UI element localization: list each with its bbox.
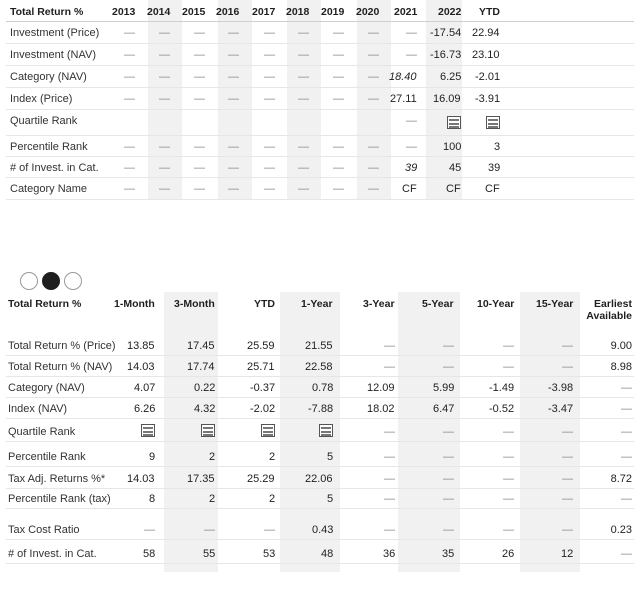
table-cell: 2020 bbox=[356, 6, 380, 18]
table-row bbox=[6, 157, 634, 178]
table-cell: — bbox=[124, 141, 135, 153]
table-cell: — bbox=[264, 524, 275, 536]
table-cell: — bbox=[443, 361, 454, 373]
table-row bbox=[6, 66, 634, 88]
table-cell: — bbox=[621, 382, 632, 394]
table-cell: — bbox=[124, 49, 135, 61]
table-cell: — bbox=[194, 49, 205, 61]
table-row bbox=[6, 334, 634, 356]
table-cell: 5-Year bbox=[422, 298, 454, 310]
row-label: Category (NAV) bbox=[10, 71, 87, 83]
table-cell: — bbox=[298, 27, 309, 39]
table-cell: — bbox=[333, 27, 344, 39]
row-label: Tax Adj. Returns %* bbox=[8, 473, 106, 485]
table-cell: — bbox=[443, 493, 454, 505]
table-cell: — bbox=[621, 403, 632, 415]
table-cell: 21.55 bbox=[305, 340, 333, 352]
row-label: Total Return % bbox=[8, 298, 82, 310]
row-label: Category Name bbox=[10, 183, 88, 195]
table-cell: — bbox=[159, 27, 170, 39]
table-cell: 8.98 bbox=[610, 361, 632, 373]
table-cell: 100 bbox=[443, 141, 462, 153]
table-cell: — bbox=[298, 49, 309, 61]
trailing-returns-table bbox=[6, 292, 634, 572]
table-cell: — bbox=[384, 451, 395, 463]
trailing-returns-header bbox=[8, 270, 86, 292]
table-cell: 0.78 bbox=[312, 382, 334, 394]
table-cell: — bbox=[228, 27, 239, 39]
table-cell: 2015 bbox=[182, 6, 206, 18]
table-cell: 25.71 bbox=[247, 361, 275, 373]
table-cell: — bbox=[621, 493, 632, 505]
quartile-rank-cell bbox=[141, 424, 155, 437]
quartile-rank-cell bbox=[486, 116, 500, 129]
table-cell: — bbox=[264, 162, 275, 174]
table-cell: — bbox=[562, 426, 573, 438]
table-cell: 12.09 bbox=[367, 382, 395, 394]
table-cell: 35 bbox=[442, 548, 455, 560]
quartile-rank-icon bbox=[261, 424, 275, 437]
table-cell: — bbox=[621, 426, 632, 438]
table-row bbox=[6, 467, 634, 489]
table-cell: 8.72 bbox=[610, 473, 632, 485]
table-cell: — bbox=[264, 93, 275, 105]
table-cell: -0.52 bbox=[489, 403, 515, 415]
table-cell: — bbox=[368, 183, 379, 195]
row-label: Total Return % (NAV) bbox=[8, 361, 113, 373]
header-line: Available bbox=[586, 310, 632, 322]
tab-day-end[interactable] bbox=[20, 272, 38, 290]
table-cell: — bbox=[333, 71, 344, 83]
table-cell: 3 bbox=[494, 141, 501, 153]
table-cell: — bbox=[228, 141, 239, 153]
quartile-rank-icon bbox=[447, 116, 461, 129]
table-row bbox=[6, 88, 634, 110]
table-cell: — bbox=[443, 426, 454, 438]
table-cell: 39 bbox=[488, 162, 501, 174]
row-label: Percentile Rank bbox=[10, 141, 88, 153]
table-cell: — bbox=[333, 141, 344, 153]
row-label: Index (NAV) bbox=[8, 403, 68, 415]
table-cell: -17.54 bbox=[430, 27, 462, 39]
table-cell: 2018 bbox=[286, 6, 310, 18]
row-label: Tax Cost Ratio bbox=[8, 524, 80, 536]
table-cell: YTD bbox=[254, 298, 275, 310]
table-cell: 1-Year bbox=[301, 298, 333, 310]
table-cell: 2021 bbox=[394, 6, 418, 18]
table-cell: -1.49 bbox=[489, 382, 515, 394]
quartile-rank-icon bbox=[141, 424, 155, 437]
table-cell: -2.01 bbox=[475, 71, 501, 83]
table-cell: 18.02 bbox=[367, 403, 395, 415]
table-cell: — bbox=[368, 141, 379, 153]
table-cell: — bbox=[144, 524, 155, 536]
table-cell: 17.45 bbox=[187, 340, 215, 352]
table-cell: 2017 bbox=[252, 6, 276, 18]
table-cell: 2016 bbox=[216, 6, 240, 18]
table-cell: — bbox=[562, 451, 573, 463]
table-cell: 22.94 bbox=[472, 27, 500, 39]
table-cell: 3-Month bbox=[174, 298, 215, 310]
table-cell: 2 bbox=[209, 451, 216, 463]
table-cell: 2 bbox=[209, 493, 216, 505]
table-cell: 58 bbox=[143, 548, 156, 560]
table-cell: — bbox=[194, 71, 205, 83]
table-cell: — bbox=[503, 426, 514, 438]
table-cell: — bbox=[384, 493, 395, 505]
table-cell: — bbox=[384, 426, 395, 438]
table-cell: — bbox=[503, 473, 514, 485]
table-header-row bbox=[6, 0, 634, 22]
table-cell: 22.58 bbox=[305, 361, 333, 373]
table-cell: — bbox=[621, 451, 632, 463]
table-cell: — bbox=[562, 473, 573, 485]
table-cell: 2022 bbox=[438, 6, 462, 18]
table-cell: 25.29 bbox=[247, 473, 275, 485]
table-cell: YTD bbox=[479, 6, 500, 18]
table-cell: — bbox=[204, 524, 215, 536]
table-row bbox=[6, 540, 634, 564]
table-cell: 4.32 bbox=[194, 403, 216, 415]
table-cell: — bbox=[406, 49, 417, 61]
quartile-rank-icon bbox=[486, 116, 500, 129]
table-cell: — bbox=[368, 27, 379, 39]
table-cell: — bbox=[333, 49, 344, 61]
table-cell: — bbox=[333, 93, 344, 105]
table-cell: -3.91 bbox=[475, 93, 501, 105]
table-cell: — bbox=[368, 49, 379, 61]
table-cell: -7.88 bbox=[308, 403, 334, 415]
quartile-rank-cell bbox=[261, 424, 275, 437]
table-cell: — bbox=[621, 548, 632, 560]
quartile-rank-icon bbox=[319, 424, 333, 437]
table-cell: — bbox=[503, 340, 514, 352]
table-cell: — bbox=[228, 183, 239, 195]
table-cell: -0.37 bbox=[250, 382, 276, 394]
table-cell: — bbox=[159, 49, 170, 61]
table-row bbox=[6, 419, 634, 442]
table-cell: — bbox=[333, 183, 344, 195]
table-cell: 22.06 bbox=[305, 473, 333, 485]
table-cell: — bbox=[562, 340, 573, 352]
table-cell: — bbox=[228, 49, 239, 61]
table-cell: 2019 bbox=[321, 6, 345, 18]
table-cell: — bbox=[406, 115, 417, 127]
annual-returns-table bbox=[6, 0, 634, 200]
table-cell: 5 bbox=[327, 451, 334, 463]
table-cell: — bbox=[194, 162, 205, 174]
table-cell: CF bbox=[446, 183, 461, 195]
table-cell: 6.25 bbox=[440, 71, 462, 83]
table-cell: — bbox=[159, 141, 170, 153]
row-label: Percentile Rank (tax) bbox=[8, 493, 111, 505]
row-label: # of Invest. in Cat. bbox=[10, 162, 99, 174]
row-label: Index (Price) bbox=[10, 93, 73, 105]
quartile-rank-cell bbox=[319, 424, 333, 437]
table-cell: 9 bbox=[149, 451, 156, 463]
table-cell: 15-Year bbox=[536, 298, 574, 310]
table-cell: — bbox=[124, 183, 135, 195]
table-cell: — bbox=[562, 524, 573, 536]
header-line: Earliest bbox=[594, 298, 632, 310]
table-cell: — bbox=[562, 493, 573, 505]
table-cell: — bbox=[368, 71, 379, 83]
table-cell: — bbox=[443, 340, 454, 352]
table-cell: — bbox=[264, 71, 275, 83]
table-cell: 53 bbox=[263, 548, 276, 560]
table-cell: — bbox=[264, 183, 275, 195]
table-cell: — bbox=[443, 524, 454, 536]
table-cell: 13.85 bbox=[127, 340, 155, 352]
row-label: Quartile Rank bbox=[10, 115, 78, 127]
table-cell: — bbox=[159, 162, 170, 174]
table-cell: 0.23 bbox=[610, 524, 632, 536]
table-cell: — bbox=[228, 93, 239, 105]
table-row bbox=[6, 398, 634, 419]
table-cell: — bbox=[124, 71, 135, 83]
table-cell: — bbox=[384, 361, 395, 373]
quartile-rank-cell bbox=[201, 424, 215, 437]
table-cell: — bbox=[384, 473, 395, 485]
table-cell: -2.02 bbox=[250, 403, 276, 415]
header-earliest-available bbox=[586, 298, 632, 322]
table-cell: 55 bbox=[203, 548, 216, 560]
table-cell: — bbox=[406, 27, 417, 39]
table-header-row bbox=[6, 292, 634, 334]
table-cell: 6.26 bbox=[134, 403, 156, 415]
table-cell: 17.35 bbox=[187, 473, 215, 485]
table-cell: — bbox=[443, 451, 454, 463]
row-label: Category (NAV) bbox=[8, 382, 85, 394]
table-cell: — bbox=[264, 27, 275, 39]
table-cell: — bbox=[298, 141, 309, 153]
table-cell: — bbox=[298, 183, 309, 195]
table-cell: 39 bbox=[405, 162, 418, 174]
quartile-rank-cell bbox=[447, 116, 461, 129]
row-label: Percentile Rank bbox=[8, 451, 86, 463]
table-cell: 2 bbox=[269, 451, 276, 463]
table-cell: 23.10 bbox=[472, 49, 500, 61]
table-cell: — bbox=[503, 451, 514, 463]
table-cell: — bbox=[124, 93, 135, 105]
table-cell: — bbox=[159, 71, 170, 83]
table-cell: — bbox=[503, 361, 514, 373]
table-cell: CF bbox=[485, 183, 500, 195]
table-cell: — bbox=[124, 162, 135, 174]
table-cell: CF bbox=[402, 183, 417, 195]
table-cell: 14.03 bbox=[127, 361, 155, 373]
table-row bbox=[6, 44, 634, 66]
tab-quarter-end[interactable] bbox=[64, 272, 82, 290]
table-cell: 0.43 bbox=[312, 524, 334, 536]
table-cell: 48 bbox=[321, 548, 334, 560]
table-cell: 25.59 bbox=[247, 340, 275, 352]
table-cell: — bbox=[194, 183, 205, 195]
table-cell: — bbox=[228, 71, 239, 83]
table-cell: — bbox=[159, 93, 170, 105]
table-cell: — bbox=[264, 141, 275, 153]
row-label: Investment (Price) bbox=[10, 27, 100, 39]
row-label: Investment (NAV) bbox=[10, 49, 96, 61]
table-cell: 10-Year bbox=[477, 298, 515, 310]
row-label: Total Return % bbox=[10, 6, 84, 18]
table-cell: — bbox=[159, 183, 170, 195]
table-cell: — bbox=[194, 141, 205, 153]
table-cell: 5 bbox=[327, 493, 334, 505]
table-row bbox=[6, 178, 634, 200]
table-cell: -3.47 bbox=[548, 403, 574, 415]
table-cell: 12 bbox=[561, 548, 574, 560]
table-cell: — bbox=[562, 361, 573, 373]
table-cell: — bbox=[368, 93, 379, 105]
table-cell: — bbox=[194, 93, 205, 105]
table-cell: — bbox=[298, 93, 309, 105]
table-cell: — bbox=[333, 162, 344, 174]
table-row bbox=[6, 136, 634, 157]
table-cell: — bbox=[194, 27, 205, 39]
table-cell: — bbox=[298, 71, 309, 83]
table-cell: 26 bbox=[502, 548, 515, 560]
quartile-rank-icon bbox=[201, 424, 215, 437]
table-cell: 18.40 bbox=[389, 71, 417, 83]
table-row bbox=[6, 442, 634, 467]
table-cell: — bbox=[503, 524, 514, 536]
table-cell: 4.07 bbox=[134, 382, 156, 394]
table-cell: — bbox=[368, 162, 379, 174]
table-cell: 27.11 bbox=[390, 93, 417, 105]
table-cell: 14.03 bbox=[127, 473, 155, 485]
table-row bbox=[6, 489, 634, 509]
table-cell: — bbox=[406, 141, 417, 153]
table-cell: 1-Month bbox=[114, 298, 155, 310]
table-cell: 0.22 bbox=[194, 382, 216, 394]
table-row bbox=[6, 22, 634, 44]
table-cell: — bbox=[298, 162, 309, 174]
table-cell: — bbox=[228, 162, 239, 174]
table-cell: -3.98 bbox=[548, 382, 574, 394]
tab-month-end[interactable] bbox=[42, 272, 60, 290]
table-row bbox=[6, 509, 634, 540]
table-cell: 9.00 bbox=[610, 340, 632, 352]
table-cell: 45 bbox=[449, 162, 462, 174]
table-cell: 2014 bbox=[147, 6, 171, 18]
table-cell: 36 bbox=[383, 548, 396, 560]
table-row bbox=[6, 110, 634, 136]
table-cell: — bbox=[264, 49, 275, 61]
table-row bbox=[6, 377, 634, 398]
table-cell: — bbox=[124, 27, 135, 39]
row-label: Quartile Rank bbox=[8, 426, 76, 438]
table-cell: 3-Year bbox=[363, 298, 395, 310]
table-cell: 8 bbox=[149, 493, 156, 505]
table-cell: — bbox=[384, 340, 395, 352]
table-cell: — bbox=[443, 473, 454, 485]
table-cell: 16.09 bbox=[433, 93, 461, 105]
row-label: Total Return % (Price) bbox=[8, 340, 116, 352]
table-cell: 6.47 bbox=[433, 403, 455, 415]
table-row bbox=[6, 356, 634, 377]
table-cell: 5.99 bbox=[433, 382, 455, 394]
row-label: # of Invest. in Cat. bbox=[8, 548, 97, 560]
table-cell: — bbox=[503, 493, 514, 505]
table-cell: — bbox=[384, 524, 395, 536]
table-cell: 17.74 bbox=[187, 361, 215, 373]
table-cell: 2013 bbox=[112, 6, 136, 18]
table-cell: 2 bbox=[269, 493, 276, 505]
table-cell: -16.73 bbox=[430, 49, 462, 61]
